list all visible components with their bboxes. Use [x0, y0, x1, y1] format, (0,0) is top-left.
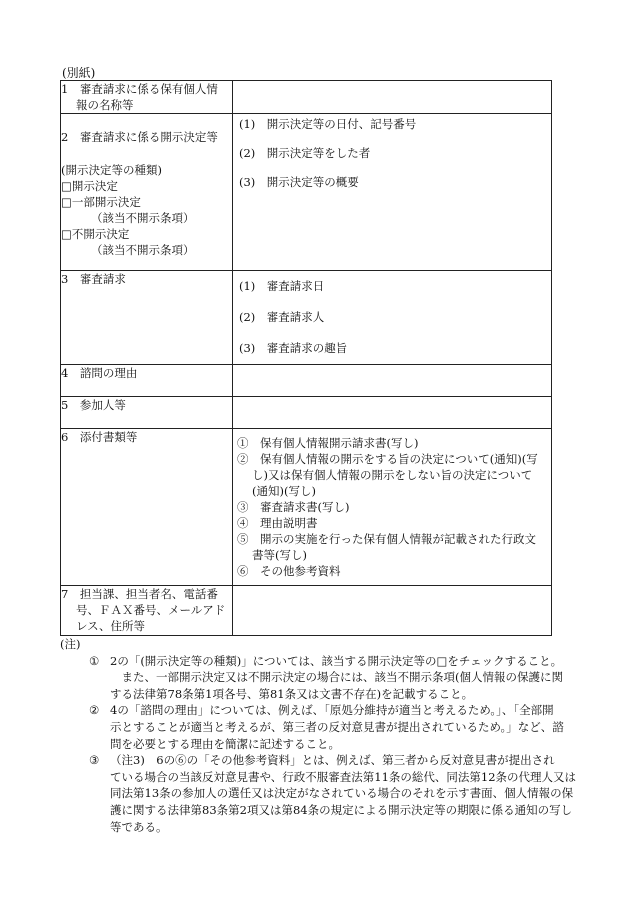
row3-item-3: (3) 審査請求の趣旨	[239, 341, 348, 355]
table-row	[61, 365, 552, 397]
row1-label-line2: 報の名称等	[76, 98, 134, 112]
partial-clause-note: （該当不開示条項）	[91, 211, 195, 225]
row5-value-cell	[233, 397, 552, 429]
note-line: 4の「諮問の理由」については、例えば、「原処分維持が適当と考えるため。」、「全部開	[110, 703, 554, 718]
row3-value-cell	[233, 271, 552, 365]
note-line: する法律第78条第1項各号、第81条又は文書不存在)を記載すること。	[110, 686, 474, 701]
notes-title: (注)	[60, 637, 81, 651]
row2-title: 2 審査請求に係る開示決定等	[61, 130, 218, 144]
row5-title: 5 参加人等	[61, 398, 126, 412]
row2-subtitle: (開示決定等の種類)	[61, 163, 162, 177]
table-row	[61, 429, 552, 586]
table-row	[61, 586, 552, 636]
row4-title: 4 諮問の理由	[61, 366, 138, 380]
row1-label-line1: 1 審査請求に係る保有個人情	[61, 82, 218, 96]
note-line: ている場合の当該反対意見書や、行政不服審査法第11条の総代、同法第12条の代理人又は	[110, 769, 577, 784]
note-number: ②	[89, 703, 100, 718]
notes-section	[60, 636, 577, 835]
row3-item-2: (2) 審査請求人	[239, 310, 325, 324]
checkbox-non-disclose: □不開示決定	[61, 227, 130, 241]
checkbox-disclose: □開示決定	[61, 179, 118, 193]
table-row	[61, 114, 552, 271]
checkbox-partial-disclose: □一部開示決定	[61, 195, 141, 209]
row7-label-cell	[61, 586, 233, 636]
row1-label-cell	[61, 81, 233, 114]
note-item-3	[60, 752, 577, 835]
note-item-1	[60, 653, 563, 703]
note-line: 2の「(開示決定等の種類)」については、該当する開示決定等の□をチェックすること。	[110, 653, 563, 668]
row7-line3: レス、住所等	[76, 619, 145, 633]
note-number: ③	[89, 753, 100, 768]
row2-item-1: (1) 開示決定等の日付、記号番号	[239, 117, 417, 131]
row4-value-cell	[233, 365, 552, 397]
row6-title: 6 添付書類等	[61, 430, 138, 444]
attachment-1: ① 保有個人情報開示請求書(写し)	[237, 436, 419, 450]
attachment-5: ⑤ 開示の実施を行った保有個人情報が記載された行政文	[237, 532, 536, 546]
row6-label-cell	[61, 429, 233, 586]
note-line: また、一部開示決定又は不開示決定の場合には、該当不開示条項(個人情報の保護に関	[110, 670, 563, 685]
row6-value-cell	[233, 429, 552, 586]
row2-value-cell	[233, 114, 552, 271]
row2-item-2: (2) 開示決定等をした者	[239, 146, 371, 160]
note-line: 示とすることが適当と考えるが、第三者の反対意見書が提出されているため。」など、諮	[110, 719, 564, 734]
note-item-2	[60, 702, 564, 752]
note-line: （注3) 6の⑥の「その他参考資料」とは、例えば、第三者から反対意見書が提出され	[110, 753, 555, 768]
row1-value-cell	[233, 81, 552, 114]
attachment-2: ② 保有個人情報の開示をする旨の決定について(通知)(写	[237, 452, 538, 466]
row2-item-3: (3) 開示決定等の概要	[239, 175, 359, 189]
attachment-3: ③ 審査請求書(写し)	[237, 500, 350, 514]
row2-label-cell	[61, 114, 233, 271]
table-row	[61, 81, 552, 114]
row3-item-1: (1) 審査請求日	[239, 279, 325, 293]
note-line: 問を必要とする理由を簡潔に記述すること。	[110, 736, 340, 751]
note-line: 等である。	[110, 819, 168, 834]
row3-label-cell	[61, 271, 233, 365]
note-line: 同法第13条の参加人の選任又は決定がなされている場合のそれを示す書面、個人情報の保	[110, 786, 574, 801]
attachment-6: ⑥ その他参考資料	[237, 564, 341, 578]
row7-value-cell	[233, 586, 552, 636]
row7-line2: 号、ＦＡＸ番号、メールアド	[76, 603, 226, 617]
page-label: (別紙)	[62, 66, 96, 80]
attachment-5-cont: 書等(写し)	[252, 548, 307, 562]
non-disclose-clause-note: （該当不開示条項）	[91, 243, 195, 257]
table-row	[61, 271, 552, 365]
form-table	[60, 80, 552, 636]
table-row	[61, 397, 552, 429]
note-number: ①	[89, 653, 100, 668]
row7-line1: 7 担当課、担当者名、電話番	[61, 587, 218, 601]
attachment-2-cont2: (通知)(写し)	[252, 484, 316, 498]
row5-label-cell	[61, 397, 233, 429]
attachment-2-cont: し)又は保有個人情報の開示をしない旨の決定について	[252, 468, 533, 482]
attachment-4: ④ 理由説明書	[237, 516, 318, 530]
row3-title: 3 審査請求	[61, 272, 126, 286]
note-line: 護に関する法律第83条第2項又は第84条の規定による開示決定等の期限に係る通知の写し	[110, 802, 573, 817]
row4-label-cell	[61, 365, 233, 397]
